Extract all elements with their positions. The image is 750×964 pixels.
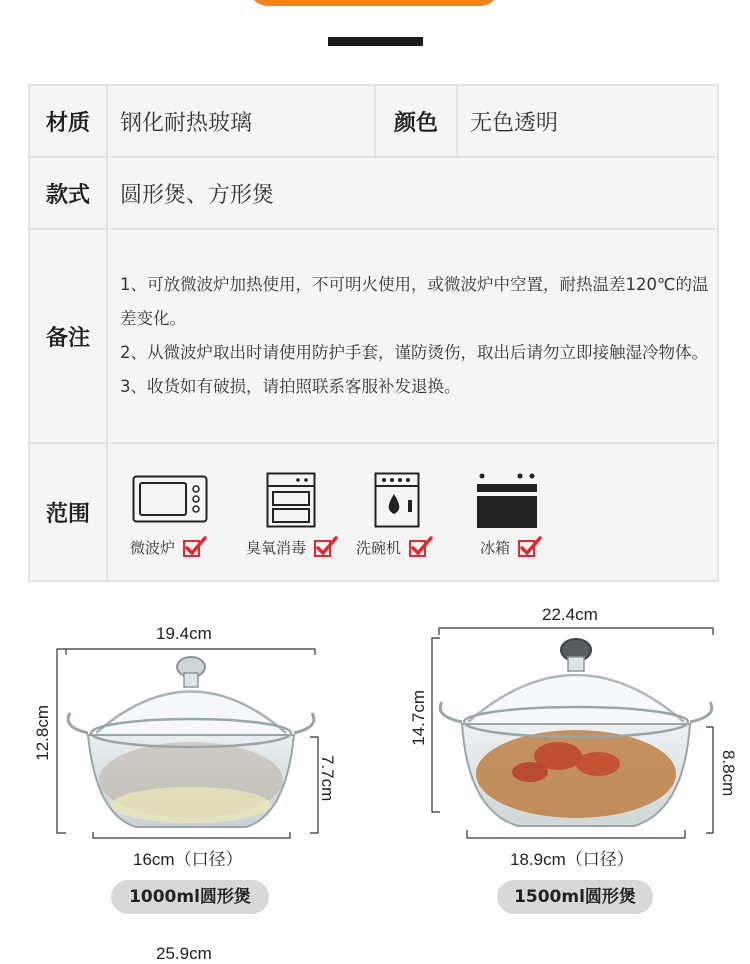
material-value: 钢化耐热玻璃 bbox=[107, 85, 375, 157]
style-value: 圆形煲、方形煲 bbox=[107, 157, 718, 229]
note-line: 2、从微波炉取出时请使用防护手套，谨防烫伤，取出后请勿立即接触湿冷物体。 bbox=[120, 343, 708, 362]
note-line: 3、收货如有破损，请拍照联系客服补发退换。 bbox=[120, 377, 461, 396]
p1-width-label: 19.4cm bbox=[156, 624, 212, 643]
notes-label: 备注 bbox=[29, 229, 107, 443]
p1-mouth-label: 16cm（口径） bbox=[133, 850, 243, 869]
scope-label: 范围 bbox=[29, 443, 107, 581]
round-pot-1500ml-image bbox=[438, 636, 714, 831]
round-pot-1000ml-image bbox=[66, 655, 316, 835]
p2-mouth-label: 18.9cm（口径） bbox=[510, 850, 634, 869]
p2-height-label: 14.7cm bbox=[409, 690, 428, 746]
p1-capacity-pill: 1000ml圆形煲 bbox=[111, 880, 269, 914]
p3-width-label: 25.9cm bbox=[156, 944, 212, 963]
p2-capacity-pill: 1500ml圆形煲 bbox=[497, 880, 653, 914]
scope-dishwasher-label: 洗碗机 bbox=[356, 538, 402, 557]
p2-body-height-label: 8.8cm bbox=[719, 750, 738, 797]
color-value: 无色透明 bbox=[457, 85, 718, 157]
p2-width-label: 22.4cm bbox=[542, 605, 598, 624]
scope-ozone-label: 臭氧消毒 bbox=[246, 538, 307, 557]
p1-height-label: 12.8cm bbox=[33, 705, 52, 761]
scope-fridge-label: 冰箱 bbox=[480, 538, 511, 557]
material-label: 材质 bbox=[29, 85, 107, 157]
scope-microwave-label: 微波炉 bbox=[130, 538, 176, 557]
color-label: 颜色 bbox=[375, 85, 457, 157]
style-label: 款式 bbox=[29, 157, 107, 229]
p1-body-height-label: 7.7cm bbox=[318, 755, 337, 802]
note-line: 1、可放微波炉加热使用，不可明火使用，或微波炉中空置，耐热温差120℃的温差变化。 bbox=[120, 275, 709, 328]
